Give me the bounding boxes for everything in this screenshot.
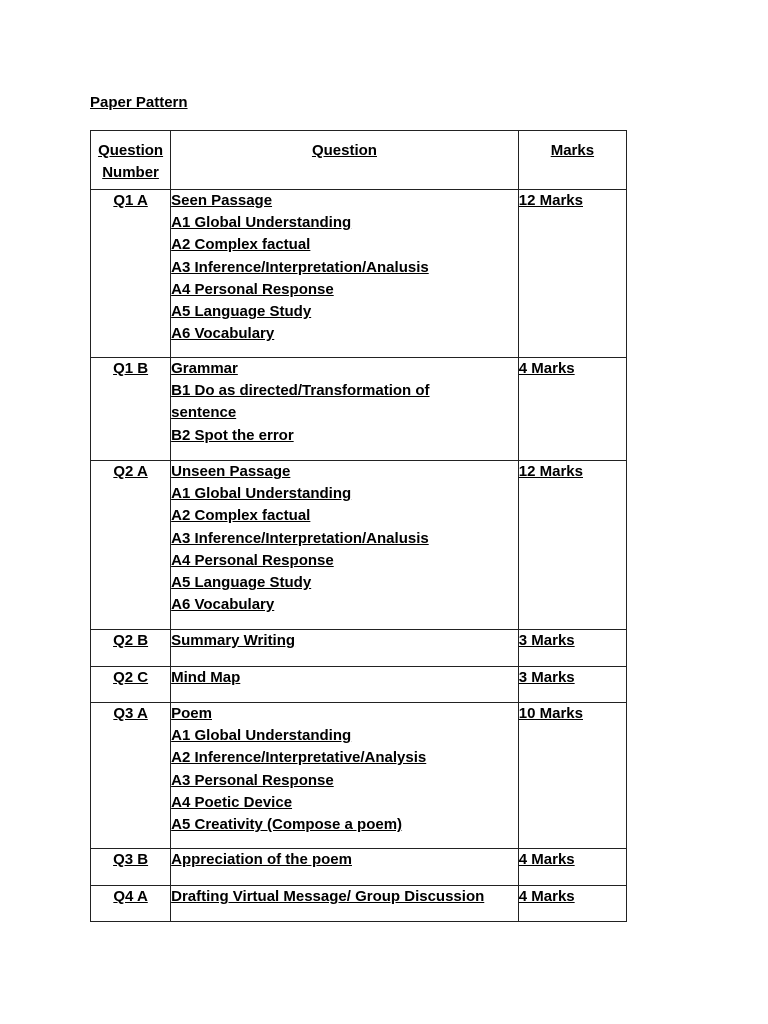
question-number: Q3 B (91, 849, 171, 886)
paper-pattern-table (90, 130, 627, 922)
question-line: A2 Complex factual (171, 236, 311, 254)
marks-cell (518, 190, 626, 358)
question-line: A1 Global Understanding (171, 727, 352, 745)
question-description (171, 886, 519, 922)
question-description (171, 667, 519, 703)
table-row (91, 461, 627, 630)
question-number: Q1 A (91, 190, 171, 358)
question-description (171, 703, 519, 849)
marks-cell (518, 849, 626, 886)
table-row (91, 630, 627, 667)
question-number: Q3 A (91, 703, 171, 849)
question-line: Seen Passage (171, 192, 273, 209)
question-line: A3 Inference/Interpretation/Analusis (171, 258, 429, 276)
marks-value: 4 Marks (518, 360, 575, 377)
question-line: Mind Map (171, 669, 241, 686)
table-row (91, 703, 627, 849)
question-number: Q2 C (91, 667, 171, 703)
header-marks-label: Marks (550, 142, 595, 159)
question-line: A6 Vocabulary (171, 596, 275, 614)
question-line: Appreciation of the poem (171, 851, 352, 868)
question-description (171, 358, 519, 461)
header-question-number (91, 131, 171, 190)
header-number-line-2: Number (102, 164, 159, 181)
marks-cell (518, 667, 626, 703)
question-line: A3 Personal Response (171, 771, 334, 789)
header-number-line-1: Question (98, 142, 164, 159)
marks-value: 3 Marks (518, 632, 575, 649)
marks-value: 4 Marks (518, 888, 575, 905)
question-line: A4 Poetic Device (171, 793, 293, 811)
table-row (91, 667, 627, 703)
question-description (171, 630, 519, 667)
question-line: B1 Do as directed/Transformation of (171, 382, 430, 400)
marks-value: 12 Marks (518, 463, 583, 480)
question-line: A4 Personal Response (171, 551, 334, 569)
table-body (91, 190, 627, 922)
question-line: Summary Writing (171, 632, 296, 649)
question-line: Unseen Passage (171, 463, 291, 480)
table-row (91, 849, 627, 886)
page-title: Paper Pattern (90, 94, 188, 111)
header-question-label: Question (311, 142, 377, 159)
question-line: A2 Inference/Interpretative/Analysis (171, 749, 427, 767)
question-line: A1 Global Understanding (171, 485, 352, 503)
question-line: A4 Personal Response (171, 280, 334, 298)
marks-cell (518, 358, 626, 461)
question-description (171, 190, 519, 358)
question-description (171, 849, 519, 886)
marks-cell (518, 703, 626, 849)
marks-cell (518, 461, 626, 630)
marks-value: 10 Marks (518, 705, 583, 722)
question-number: Q4 A (91, 886, 171, 922)
marks-cell (518, 630, 626, 667)
question-line: A3 Inference/Interpretation/Analusis (171, 529, 429, 547)
question-line: A5 Language Study (171, 574, 312, 592)
question-line: B2 Spot the error (171, 426, 294, 444)
question-line: A5 Creativity (Compose a poem) (171, 816, 403, 834)
table-header-row (91, 131, 627, 190)
question-description (171, 461, 519, 630)
question-number: Q1 B (91, 358, 171, 461)
question-number: Q2 B (91, 630, 171, 667)
marks-cell (518, 886, 626, 922)
question-line: A6 Vocabulary (171, 325, 275, 343)
table-row (91, 886, 627, 922)
question-line: Drafting Virtual Message/ Group Discussion (171, 888, 485, 905)
table-row (91, 190, 627, 358)
table-row (91, 358, 627, 461)
question-line: A1 Global Understanding (171, 214, 352, 232)
header-question (171, 131, 519, 190)
marks-value: 4 Marks (518, 851, 575, 868)
question-number: Q2 A (91, 461, 171, 630)
question-line: Poem (171, 705, 212, 722)
marks-value: 12 Marks (518, 192, 583, 209)
question-line: A2 Complex factual (171, 507, 311, 525)
marks-value: 3 Marks (518, 669, 575, 686)
question-line: Grammar (171, 360, 238, 377)
question-line: A5 Language Study (171, 303, 312, 321)
question-line: sentence (171, 404, 237, 422)
header-marks (518, 131, 626, 190)
